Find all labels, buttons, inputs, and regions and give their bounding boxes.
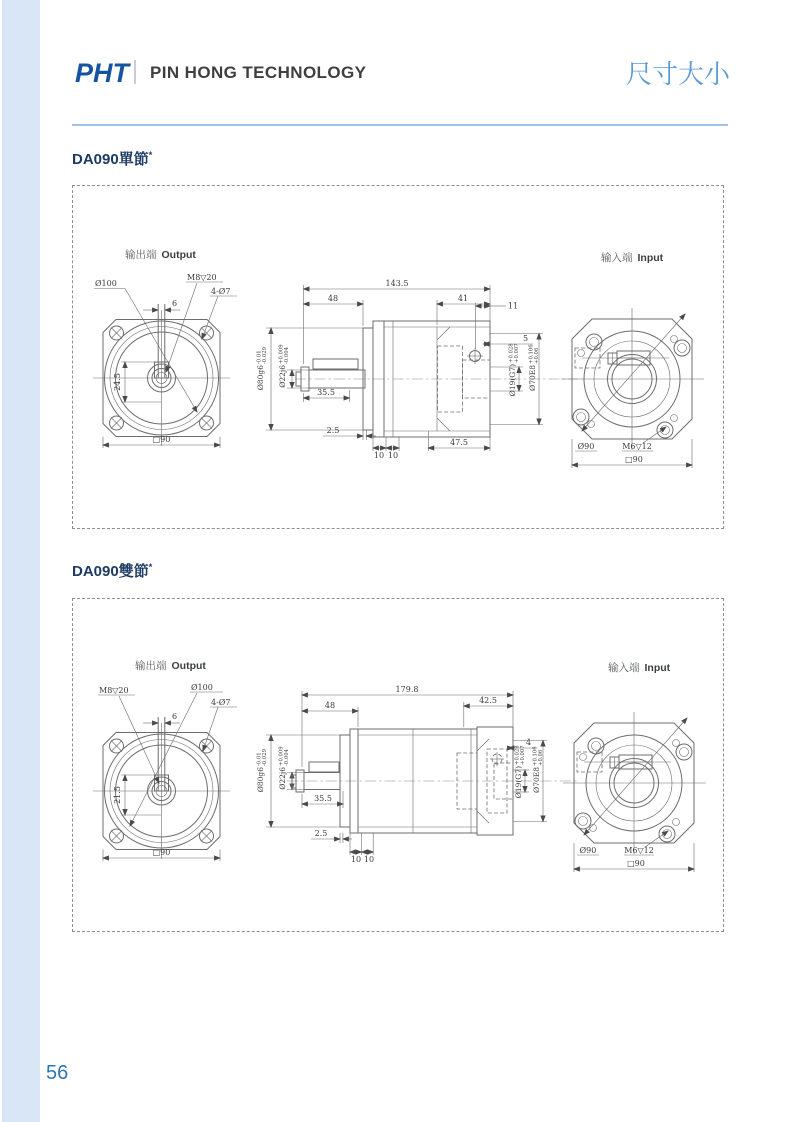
input-rear-view xyxy=(561,251,704,468)
tol-shaft-label: Ø22j6 xyxy=(278,767,287,790)
output-label-en: Output xyxy=(171,660,206,672)
tol-shaft-dia xyxy=(278,746,290,790)
tol-pilot-dia xyxy=(256,748,268,792)
dim-hole-edge: 5 xyxy=(523,334,529,343)
dim-flange-square: □90 xyxy=(152,435,171,444)
output-end-label xyxy=(125,248,196,261)
drawing-double-stage xyxy=(73,599,721,929)
tol-bore-label: Ø19(G7) xyxy=(508,364,517,397)
drawing-single-stage xyxy=(73,186,721,526)
tol-pilot-dia xyxy=(256,346,268,390)
tol-pilot-lower: -0.029 xyxy=(261,749,268,766)
tol-bore-label: Ø19(G7) xyxy=(514,766,523,799)
dim-bolt-circle: Ø100 xyxy=(95,279,117,288)
section1-title-mark: * xyxy=(148,150,153,160)
tol-pilot-upper: -0.01 xyxy=(256,350,263,364)
side-section-view xyxy=(295,279,578,460)
dim-pilot-length: 2.5 xyxy=(326,426,340,435)
section2-title-mark: * xyxy=(148,562,153,572)
tol-bore-lower: +0.007 xyxy=(513,343,520,363)
input-rear-view xyxy=(563,661,706,872)
tol-bore-upper: +0.028 xyxy=(514,745,521,765)
page-number: 56 xyxy=(46,1062,69,1084)
tol-spigot-label: Ø70E8 xyxy=(532,767,541,793)
dim-rear-length: 42.5 xyxy=(479,696,497,705)
tol-pilot-lower: -0.029 xyxy=(261,347,268,364)
output-label-en: Output xyxy=(161,249,196,261)
dim-keyway-height: 21.5 xyxy=(113,786,122,804)
output-front-view xyxy=(93,659,237,861)
dim-flange-t2: 10 xyxy=(363,855,375,864)
dim-flange-t1: 10 xyxy=(350,855,362,864)
input-label-en: Input xyxy=(637,252,664,264)
drawing-panel-double-stage xyxy=(72,598,724,932)
tol-shaft-dia xyxy=(278,344,290,388)
dim-output-tap: M8▽20 xyxy=(99,686,129,695)
input-corner-holes xyxy=(573,334,690,438)
drawing-panel-single-stage xyxy=(72,185,724,529)
tol-shaft-upper: +0.009 xyxy=(278,344,285,364)
tol-pilot-upper: -0.01 xyxy=(256,752,263,766)
dim-key-length: 35.5 xyxy=(314,794,332,803)
dim-flange-square: □90 xyxy=(152,848,171,857)
dim-rear-length: 41 xyxy=(457,294,469,303)
tol-bore-lower: +0.007 xyxy=(519,745,526,765)
tol-spigot-lower: +0.06 xyxy=(537,749,544,766)
dim-rear-inner: 47.5 xyxy=(450,438,468,447)
dim-hole-edge: 4 xyxy=(526,738,532,747)
dim-key-length: 35.5 xyxy=(317,388,335,397)
dim-input-square: □90 xyxy=(627,859,645,868)
tol-input-bore xyxy=(508,343,520,397)
page-topic: 尺寸大小 xyxy=(625,59,730,89)
tol-input-spigot xyxy=(532,746,544,793)
dim-corner-holes: 4-Ø7 xyxy=(211,287,231,296)
dim-keyway-height: 24.5 xyxy=(113,373,122,391)
dim-front-length: 48 xyxy=(324,701,336,710)
header-rule xyxy=(72,124,728,126)
tol-input-spigot xyxy=(528,344,540,391)
dim-total-length: 179.8 xyxy=(395,685,419,694)
tol-spigot-lower: +0.06 xyxy=(533,347,540,364)
tol-spigot-label: Ø70E8 xyxy=(528,365,537,391)
tol-input-bore xyxy=(514,745,526,799)
input-end-label xyxy=(608,661,671,674)
output-label-zh: 输出端 xyxy=(135,660,167,672)
tol-spigot-upper: +0.106 xyxy=(528,344,535,364)
dim-input-pilot: Ø90 xyxy=(577,442,595,451)
tol-shaft-lower: -0.004 xyxy=(283,749,290,766)
tol-spigot-upper: +0.106 xyxy=(532,746,539,766)
left-margin-strip xyxy=(2,0,40,1122)
input-label-en: Input xyxy=(644,662,671,674)
section2-title xyxy=(72,560,152,581)
dim-flange-t2: 10 xyxy=(387,451,399,460)
dim-hole-offset: 11 xyxy=(508,301,519,311)
output-front-view xyxy=(93,248,237,448)
dim-key-width: 6 xyxy=(172,299,178,308)
company-name: PIN HONG TECHNOLOGY xyxy=(150,63,367,82)
dim-output-tap: M8▽20 xyxy=(187,273,217,282)
output-label-zh: 输出端 xyxy=(125,249,157,261)
section1-title-text: DA090單節 xyxy=(72,151,149,168)
dim-input-pilot: Ø90 xyxy=(579,846,597,855)
output-end-label xyxy=(135,659,206,672)
tol-shaft-lower: -0.004 xyxy=(283,347,290,364)
dim-pilot-length: 2.5 xyxy=(314,829,328,838)
section2-title-text: DA090雙節 xyxy=(72,563,149,580)
dim-key-width: 6 xyxy=(172,712,178,721)
logo-divider xyxy=(134,60,136,84)
dim-flange-t1: 10 xyxy=(373,451,385,460)
side-section-view xyxy=(287,685,578,864)
dim-input-tap: M6▽12 xyxy=(624,846,654,855)
pht-logo: PHT xyxy=(75,58,129,88)
input-label-zh: 输入端 xyxy=(601,252,633,264)
input-corner-holes xyxy=(575,738,692,842)
dim-total-length: 143.5 xyxy=(385,279,409,288)
tol-pilot-label: Ø80g6 xyxy=(256,767,265,793)
tol-shaft-label: Ø22j6 xyxy=(278,365,287,388)
dim-input-square: □90 xyxy=(625,455,643,464)
dim-bolt-circle: Ø100 xyxy=(191,683,213,692)
input-label-zh: 输入端 xyxy=(608,662,640,674)
tol-shaft-upper: +0.009 xyxy=(278,746,285,766)
tol-pilot-label: Ø80g6 xyxy=(256,365,265,391)
dim-input-tap: M6▽12 xyxy=(622,442,652,451)
dim-corner-holes: 4-Ø7 xyxy=(211,698,231,707)
tol-bore-upper: +0.028 xyxy=(508,343,515,363)
dim-front-length: 48 xyxy=(327,294,339,303)
section1-title xyxy=(72,148,152,169)
page-header xyxy=(72,52,730,98)
input-end-label xyxy=(601,251,664,264)
